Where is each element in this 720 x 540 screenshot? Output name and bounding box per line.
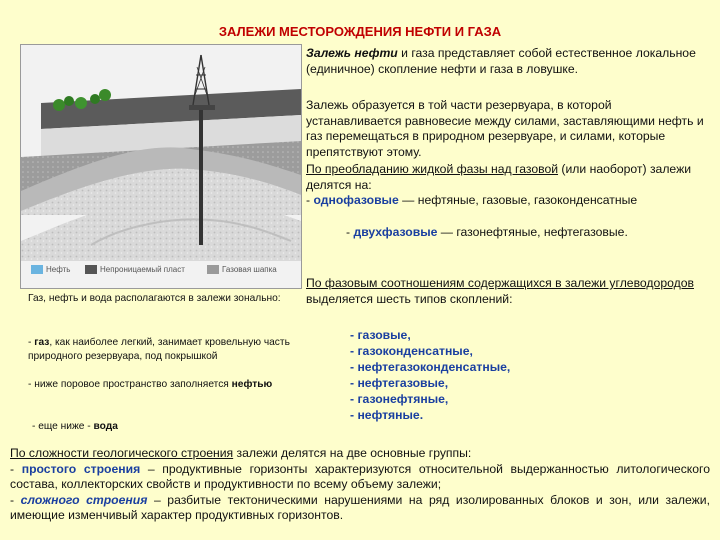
list-item: - газоконденсатные, — [350, 344, 473, 358]
phase-ratio-types-list — [350, 327, 650, 423]
single-phase-item: - однофазовые — нефтяные, газовые, газоконденсатные — [306, 193, 638, 207]
list-item: - газонефтяные, — [350, 392, 449, 406]
phase-predominance-heading: По преобладанию жидкой фазы над газовой — [306, 162, 559, 176]
well-pipe — [199, 110, 203, 245]
deposit-illustration — [20, 44, 302, 289]
legend-swatch-gas-cap — [207, 265, 219, 274]
structure-heading: По сложности геологического строения — [10, 446, 234, 460]
list-item: - нефтяные. — [350, 408, 424, 422]
list-item: - нефтегазоконденсатные, — [350, 360, 511, 374]
zonal-gas: - газ, как наиболее легкий, занимает кровельную часть природного резервуара, под покрышкой — [28, 337, 290, 362]
deposit-cross-section — [21, 45, 301, 261]
legend-swatch-impermeable — [85, 265, 97, 274]
structure-simple: - простого строения – продуктивные горизонты характеризуются относительной выдержанностью литологического состава, коллекторских свойств и продуктивности по всему объему залежи; — [10, 461, 710, 491]
zonal-water: - еще ниже - вода — [32, 421, 118, 432]
zonal-oil: - ниже поровое пространство заполняется нефтью — [28, 379, 273, 390]
legend-item-oil: Нефть — [31, 265, 70, 274]
list-item: - нефтегазовые, — [350, 376, 449, 390]
page-title: ЗАЛЕЖИ МЕСТОРОЖДЕНИЯ НЕФТИ И ГАЗА — [218, 24, 502, 39]
formation-paragraph: Залежь образуется в той части резервуара, в которой устанавливается равновесие между силами, заставляющими нефть и газ перемещаться в природном резервуаре, и силами, которые препятствуют этому. — [306, 98, 704, 159]
definition-paragraph: Залежь нефти и газа представляет собой естественное локальное (единичное) скопление нефти и газа в ловушке. — [306, 46, 696, 76]
structure-complex: - сложного строения – разбитые тектоническими нарушениями на ряд изолированных блоков и зон, или залежи, имеющие изменчивый характер продуктивных горизонтов. — [10, 492, 710, 522]
definition-term: Залежь нефти — [306, 46, 398, 60]
legend-item-impermeable: Непроницаемый пласт — [85, 265, 185, 274]
zonal-intro: Газ, нефть и вода располагаются в залежи зонально: — [28, 293, 281, 304]
phase-ratio-heading: По фазовым соотношениям содержащихся в залежи углеводородов — [306, 276, 694, 290]
two-phase-item: - двухфазовые — газонефтяные, нефтегазовые. — [346, 224, 628, 239]
list-item: - газовые, — [350, 328, 411, 342]
figure-legend — [21, 263, 301, 283]
phase-ratio-block: По фазовым соотношениям содержащихся в залежи углеводородов выделяется шесть типов скоплений: — [306, 276, 694, 306]
legend-item-gas-cap: Газовая шапка — [207, 265, 277, 274]
legend-swatch-oil — [31, 265, 43, 274]
phase-predominance-block: По преобладанию жидкой фазы над газовой (или наоборот) залежи делятся на: - однофазовые — нефтяные, газовые, газоконденсатные - двухфазовые — газонефтяные, нефтегазовые. — [306, 162, 710, 240]
structure-block: По сложности геологического строения залежи делятся на две основные группы: - простого строения – продуктивные горизонты характеризуются относительной выдержанностью литологического состава, коллекторских свойств и продуктивности по всему объему залежи; - сложного строения – разбитые тектоническими нарушениями на ряд изолированных блоков и зон, или залежи, имеющие изменчивый характер продуктивных горизонтов. — [10, 446, 710, 522]
